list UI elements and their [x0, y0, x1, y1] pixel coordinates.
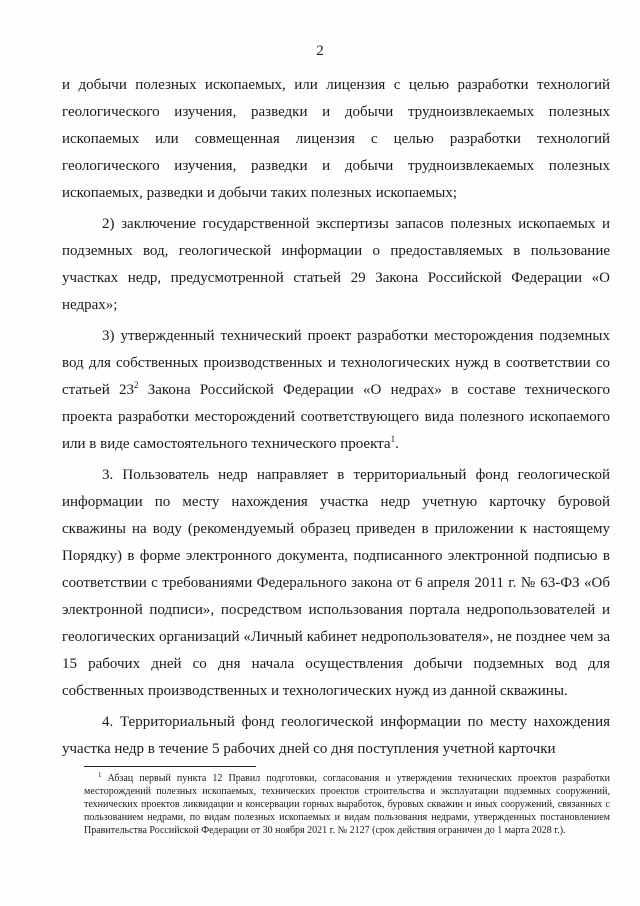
paragraph-clause-4: 4. Территориальный фонд геологической информации по месту нахождения участка недр в течение 5 рабочих дней со дня поступления учетной карточки — [62, 714, 610, 757]
paragraph-item-3-text-a: 3) утвержденный технический проект разработки месторождения подземных вод для собственных производственных и технологических нужд в соответствии со статьей 23 — [62, 328, 610, 398]
footnote-separator — [84, 766, 256, 767]
footnote-reference: 1 — [390, 434, 396, 444]
paragraph-continuation: и добычи полезных ископаемых, или лицензия с целью разработки технологий геологического изучения, разведки и добычи трудноизвлекаемых полезных ископаемых или совмещенная лицензия с целью разработки технологий геологического изучения, разведки и добычи трудноизвлекаемых полезных ископаемых, разведки и добычи таких полезных ископаемых; — [62, 77, 610, 201]
footnote-marker: 1 — [98, 771, 102, 779]
paragraph-item-3-text-c: . — [395, 436, 399, 452]
paragraph-item-2: 2) заключение государственной экспертизы запасов полезных ископаемых и подземных вод, геологической информации о предоставляемых в пользование участках недр, предусмотренной статьей 29 Закона Российской Федерации «О недрах»; — [62, 216, 610, 313]
footnote — [84, 772, 610, 837]
footnote-text: Абзац первый пункта 12 Правил подготовки, согласования и утверждения технических проектов разработки месторождений полезных ископаемых, технических проектов строительства и эксплуатации подземных сооружений, технических проектов ликвидации и консервации горных выработок, буровых скважин и иных сооружений, связанных с пользованием недрами, по видам полезных ископаемых и видам пользования недрами, утвержденных постановлением Правительства Российской Федерации от 30 ноября 2021 г. № 2127 (срок действия ограничен до 1 марта 2028 г.). — [84, 773, 610, 836]
paragraph-clause-3: 3. Пользователь недр направляет в территориальный фонд геологической информации по месту нахождения участка недр учетную карточку буровой скважины на воду (рекомендуемый образец приведен в приложении к настоящему Порядку) в форме электронного документа, подписанного электронной подписью в соответствии с требованиями Федерального закона от 6 апреля 2011 г. № 63-ФЗ «Об электронной подписи», посредством использования портала недропользователей и геологических организаций «Личный кабинет недропользователя», не позднее чем за 15 рабочих дней со дня начала осуществления добычи подземных вод для собственных производственных и технологических нужд из данной скважины. — [62, 467, 610, 699]
paragraph-item-3-text-b: Закона Российской Федерации «О недрах» в составе технического проекта разработки месторождений соответствующего вида полезного ископаемого или в виде самостоятельного технического проекта — [62, 382, 611, 452]
page-number: 2 — [316, 43, 324, 59]
article-superscript: 2 — [133, 380, 139, 390]
document-body — [62, 72, 610, 763]
paragraph-item-3 — [62, 323, 610, 458]
